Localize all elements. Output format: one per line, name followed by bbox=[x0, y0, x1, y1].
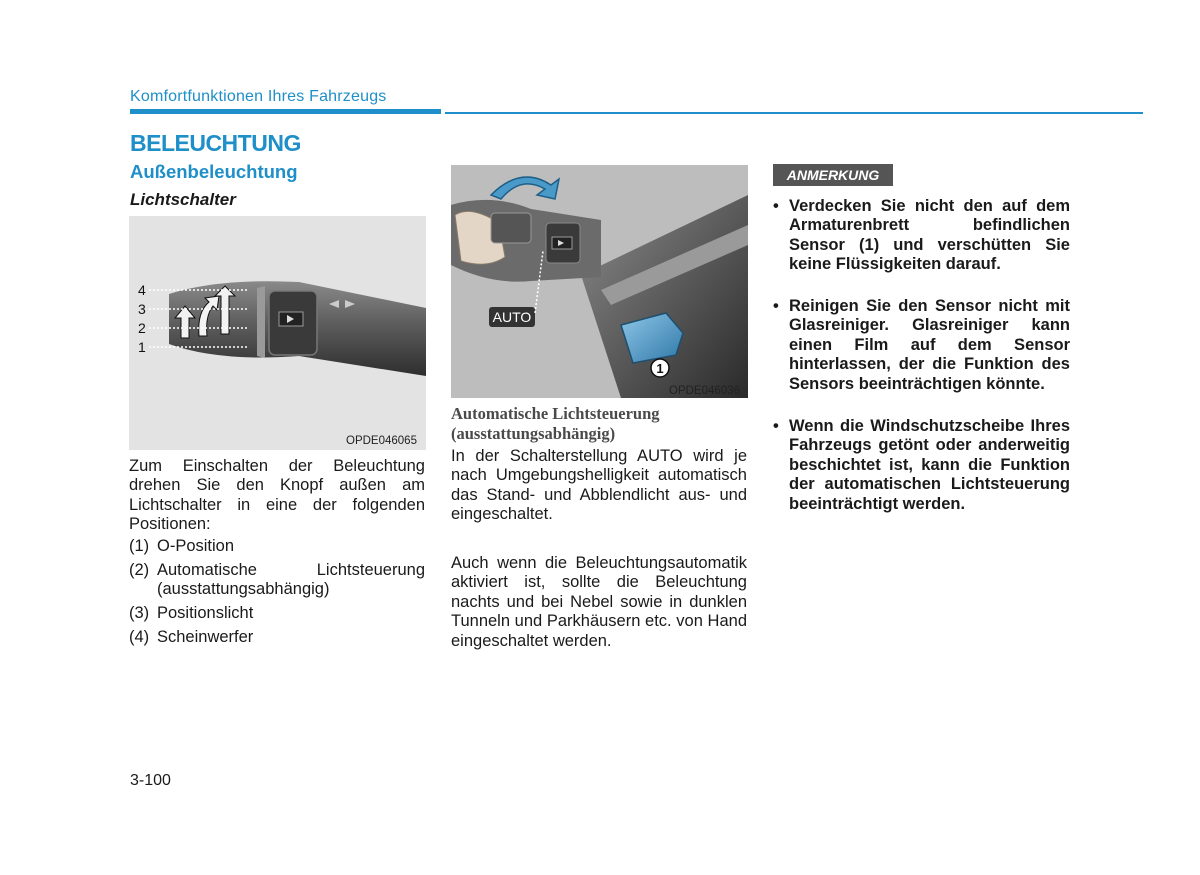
position-number: (4) bbox=[129, 628, 150, 646]
position-number: (2) bbox=[129, 561, 150, 579]
light-switch-drawing bbox=[129, 216, 426, 450]
header-rule-thick bbox=[130, 109, 441, 114]
note-label: ANMERKUNG bbox=[773, 164, 893, 186]
auto-light-paragraph: In der Schalterstellung AUTO wird je nach Umgebungshelligkeit automatisch das Stand- und Abblendlicht aus- und eingeschaltet. bbox=[451, 447, 747, 524]
bullet-icon: • bbox=[773, 417, 779, 435]
position-text: Automatische Lichtsteuerung (ausstattungsabhängig) bbox=[157, 561, 425, 599]
figure-code: OPDE046065 bbox=[346, 435, 417, 447]
bullet-icon: • bbox=[773, 297, 779, 315]
auto-light-sensor-illustration bbox=[451, 165, 748, 398]
position-number: (1) bbox=[129, 537, 150, 555]
auto-light-drawing bbox=[451, 165, 748, 398]
position-label-3: 3 bbox=[138, 301, 146, 317]
note-text: Reinigen Sie den Sensor nicht mit Glasreiniger. Glasreiniger kann einen Film auf dem Sensor hinterlassen, der die Funktion des Sensors beeinträchtigen könnte. bbox=[789, 297, 1070, 393]
subsection-title: Außenbeleuchtung bbox=[130, 161, 298, 182]
position-label-2: 2 bbox=[138, 320, 146, 336]
sensor-number-label: 1 bbox=[656, 361, 664, 376]
position-text: Scheinwerfer bbox=[157, 628, 254, 646]
position-number: (3) bbox=[129, 604, 150, 622]
auto-label: AUTO bbox=[492, 309, 532, 325]
page-number: 3-100 bbox=[130, 772, 171, 789]
auto-light-heading: Automatische Lichtsteuerung (ausstattungsabhängig) bbox=[451, 404, 660, 443]
section-title: BELEUCHTUNG bbox=[130, 130, 301, 156]
position-text: Positionslicht bbox=[157, 604, 254, 622]
position-text: O-Position bbox=[157, 537, 235, 555]
position-label-4: 4 bbox=[138, 282, 146, 298]
light-switch-illustration bbox=[129, 216, 426, 450]
header-rule-thin bbox=[445, 112, 1143, 114]
note-text: Wenn die Windschutzscheibe Ihres Fahrzeugs getönt oder anderweitig beschichtet ist, kann die Funktion der automatischen Lichtsteuerung beeinträchtigt werden. bbox=[789, 417, 1070, 513]
figure-code: OPDE046036 bbox=[669, 385, 740, 397]
subheading-light-switch: Lichtschalter bbox=[130, 190, 236, 209]
chapter-header: Komfortfunktionen Ihres Fahrzeugs bbox=[130, 88, 387, 105]
intro-paragraph: Zum Einschalten der Beleuchtung drehen Sie den Knopf außen am Lichtschalter in eine der folgenden Positionen: bbox=[129, 457, 425, 534]
bullet-icon: • bbox=[773, 197, 779, 215]
position-label-1: 1 bbox=[138, 339, 146, 355]
note-text: Verdecken Sie nicht den auf dem Armaturenbrett befindlichen Sensor (1) und verschütten Sie keine Flüssigkeiten darauf. bbox=[789, 197, 1070, 274]
manual-light-paragraph: Auch wenn die Beleuchtungsautomatik aktiviert ist, sollte die Beleuchtung nachts und bei Nebel sowie in dunklen Tunneln und Parkhäusern etc. von Hand eingeschaltet werden. bbox=[451, 554, 747, 650]
